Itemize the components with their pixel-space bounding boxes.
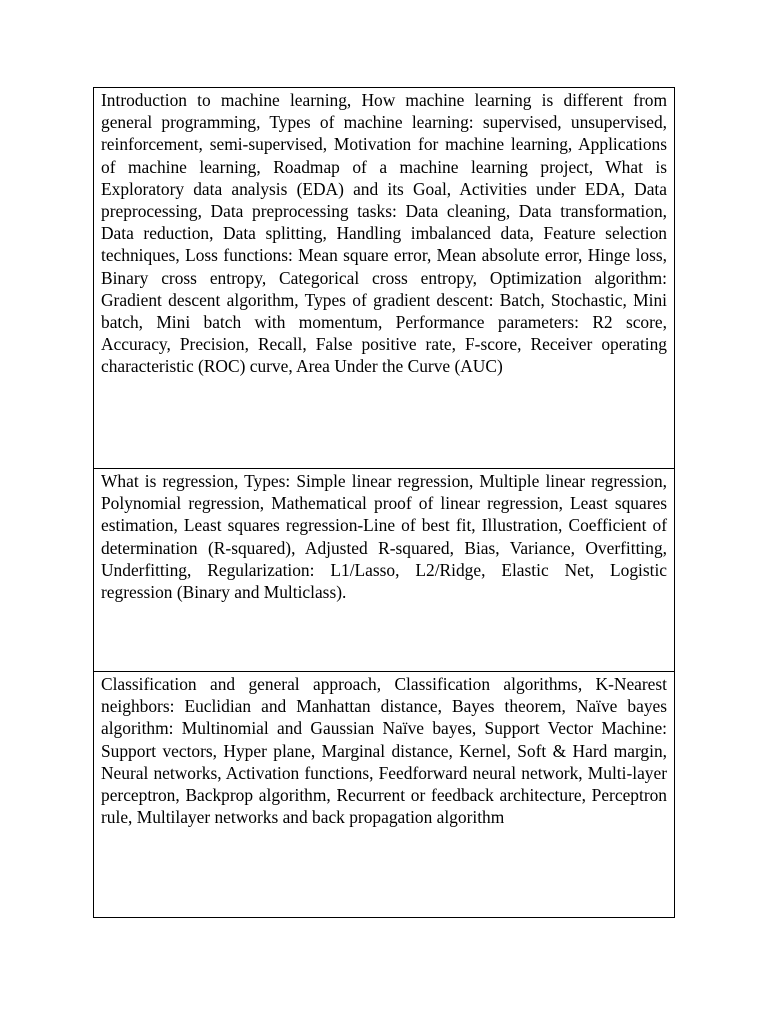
syllabus-row-2: What is regression, Types: Simple linear regression, Multiple linear regression, Polynomial regression, Mathematical proof of linear regression, Least squares estimation, Least squares regression-Line of best fit, Illustration, Coefficient of determination (R-squared), Adjusted R-squared, Bias, Variance, Overfitting, Underfitting, Regularization: L1/Lasso, L2/Ridge, Elastic Net, Logistic regression (Binary and Multiclass). bbox=[94, 468, 674, 671]
syllabus-table bbox=[93, 87, 675, 918]
syllabus-row-3: Classification and general approach, Classification algorithms, K-Nearest neighbors: Euclidian and Manhattan distance, Bayes theorem, Naïve bayes algorithm: Multinomial and Gaussian Naïve bayes, Support Vector Machine: Support vectors, Hyper plane, Marginal distance, Kernel, Soft & Hard margin, Neural networks, Activation functions, Feedforward neural network, Multi-layer perceptron, Backprop algorithm, Recurrent or feedback architecture, Perceptron rule, Multilayer networks and back propagation algorithm bbox=[94, 671, 674, 917]
syllabus-row-1: Introduction to machine learning, How machine learning is different from general programming, Types of machine learning: supervised, unsupervised, reinforcement, semi-supervised, Motivation for machine learning, Applications of machine learning, Roadmap of a machine learning project, What is Exploratory data analysis (EDA) and its Goal, Activities under EDA, Data preprocessing, Data preprocessing tasks: Data cleaning, Data transformation, Data reduction, Data splitting, Handling imbalanced data, Feature selection techniques, Loss functions: Mean square error, Mean absolute error, Hinge loss, Binary cross entropy, Categorical cross entropy, Optimization algorithm: Gradient descent algorithm, Types of gradient descent: Batch, Stochastic, Mini batch, Mini batch with momentum, Performance parameters: R2 score, Accuracy, Precision, Recall, False positive rate, F-score, Receiver operating characteristic (ROC) curve, Area Under the Curve (AUC) bbox=[101, 90, 667, 377]
